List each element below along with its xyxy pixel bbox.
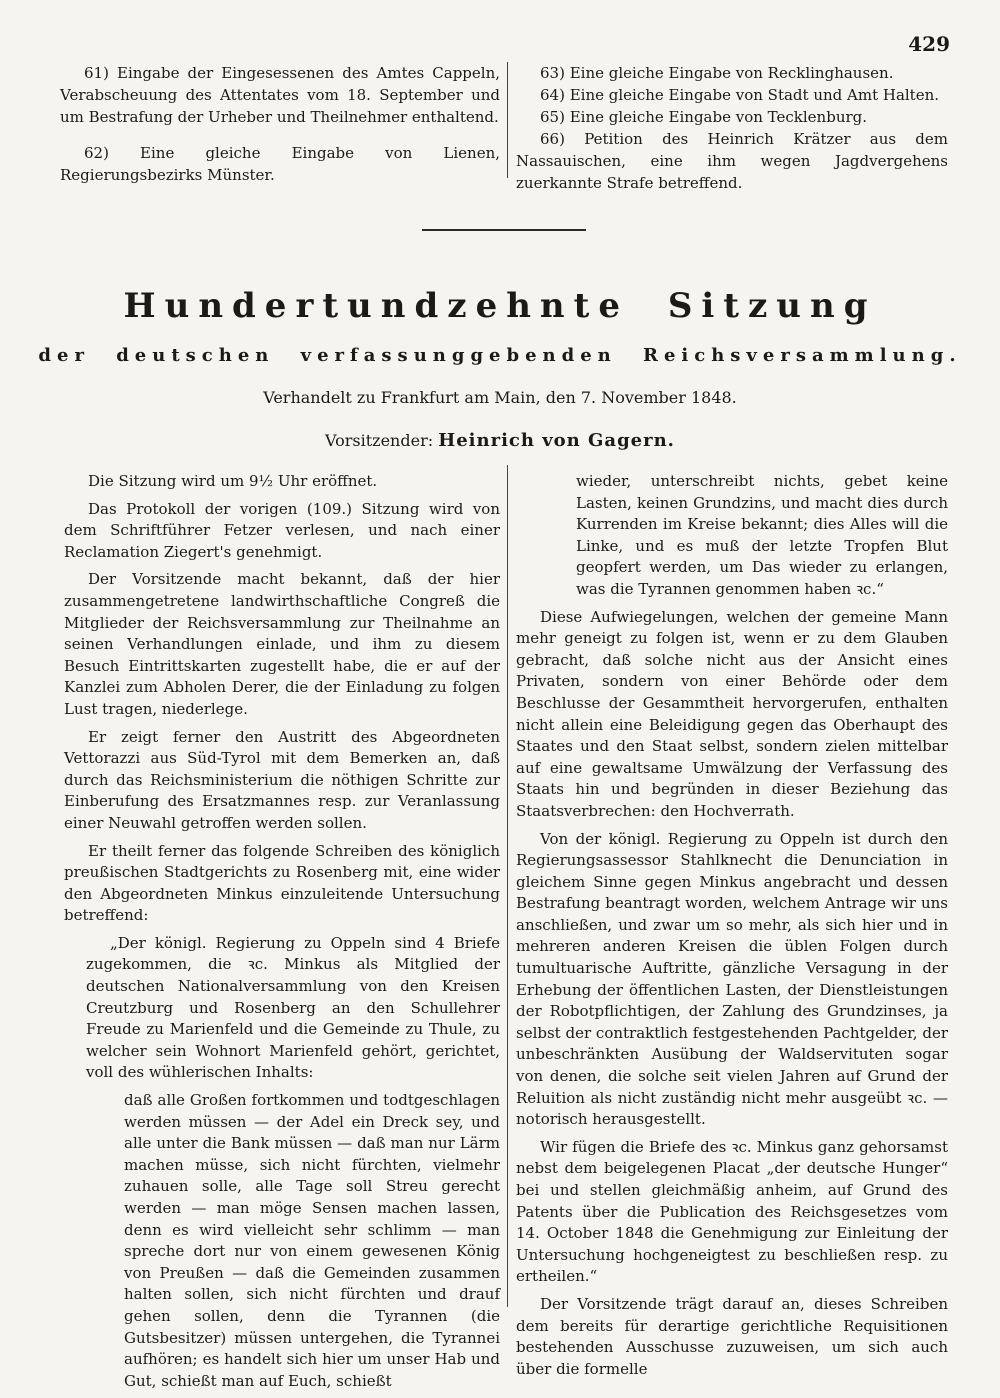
paragraph: Das Protokoll der vorigen (109.) Sitzung wird von dem Schriftführer Fetzer verlesen, und nach einer Reclamation Ziegert's genehmigt. bbox=[64, 499, 500, 561]
petition-65: 65) Eine gleiche Eingabe von Tecklenburg. bbox=[540, 108, 868, 126]
paragraph: Von der königl. Regierung zu Oppeln ist durch den Regierungsassessor Stahlknecht die Denunciation in gleichem Sinne gegen Minkus angebracht und dessen Bestrafung beantragt worden, welchem Antrage wir uns anschließen, und zwar um so mehr, als sich hier und in mehreren anderen Kreisen die üblen Folgen durch tumultuarische Auftritte, gänzliche Versagung in der Erhebung der öffentlichen Lasten, der Dienstleistungen der Robotpflichtigen, der Zahlung des Grundzinses, ja selbst der contraktlich festgestehenden Pachtgelder, der unbeschränkten Ausübung der Waldservituten sogar von denen, die solche seit vielen Jahren auf Grund der Reluition als nicht zuständig nicht mehr ausgeübt ꝛc. — notorisch herausgestellt. bbox=[516, 829, 948, 1129]
quote-paragraph: „Der königl. Regierung zu Oppeln sind 4 Briefe zugekommen, die ꝛc. Minkus als Mitglied der deutschen Nationalversammlung von den Kreisen Creutzburg und Rosenberg an den Schullehrer Freude zu Marienfeld und die Gemeinde zu Thule, zu welcher sein Wohnort Marienfeld gehört, gerichtet, voll des wühlerischen Inhalts: bbox=[86, 933, 500, 1082]
chair-name: Heinrich von Gagern. bbox=[438, 430, 675, 451]
petition-list-right bbox=[516, 62, 948, 194]
paragraph: Er theilt ferner das folgende Schreiben des königlich preußischen Stadtgerichts zu Rosenberg mit, eine wider den Abgeordneten Minkus einzuleitende Untersuchung betreffend: bbox=[64, 841, 500, 925]
paragraph: Der Vorsitzende macht bekannt, daß der hier zusammengetretene landwirthschaftliche Congreß die Mitglieder der Reichsversammlung zur Theilnahme an seinen Verhandlungen einlade, und ihm zu diesem Besuch Eintrittskarten zugestellt habe, die er auf der Kanzlei zum Abholen Derer, die der Einladung zu folgen Lust tragen, niederlege. bbox=[64, 570, 500, 718]
column-divider-main bbox=[507, 465, 508, 1307]
petition-64: 64) Eine gleiche Eingabe von Stadt und Amt Halten. bbox=[540, 86, 940, 104]
main-column-left bbox=[64, 471, 500, 1398]
petition-63: 63) Eine gleiche Eingabe von Recklinghausen. bbox=[540, 64, 894, 82]
chair-line bbox=[0, 430, 1000, 451]
paragraph: Wir fügen die Briefe des ꝛc. Minkus ganz gehorsamst nebst dem beigelegenen Placat „der deutsche Hunger“ bei und stellen gleichmäßig anheim, auf Grund des Patents über die Publication des Reichsgesetzes vom 14. October 1848 die Genehmigung zur Einleitung der Untersuchung hochgeneigtest zu beschließen resp. zu ertheilen.“ bbox=[516, 1137, 948, 1286]
session-subtitle: der deutschen verfassunggebenden Reichsversammlung. bbox=[38, 345, 962, 366]
petition-61: 61) Eingabe der Eingesessenen des Amtes Cappeln, Verabscheuung des Attentates vom 18. September und um Bestrafung der Urheber und Theilnehmer enthaltend. bbox=[60, 64, 500, 126]
column-divider-top bbox=[507, 62, 508, 178]
paragraph: Der Vorsitzende trägt darauf an, dieses Schreiben dem bereits für derartige gerichtliche Requisitionen bestehenden Ausschusse zuzuweisen, um sich auch über die formelle bbox=[516, 1294, 948, 1378]
paragraph: Die Sitzung wird um 9½ Uhr eröffnet. bbox=[88, 472, 378, 490]
quote-paragraph: wieder, unterschreibt nichts, gebet keine Lasten, keinen Grundzins, und macht dies durch Kurrenden im Kreise bekannt; dies Alles will die Linke, und es muß der letzte Tropfen Blut geopfert werden, um Das wieder zu erlangen, was die Tyrannen genommen haben ꝛc.“ bbox=[576, 472, 948, 598]
chair-label: Vorsitzender: bbox=[325, 431, 434, 450]
petition-62: 62) Eine gleiche Eingabe von Lienen, Regierungsbezirks Münster. bbox=[60, 144, 500, 184]
main-column-right bbox=[516, 471, 948, 1386]
section-rule bbox=[422, 229, 586, 231]
quoted-letter-contents-continued bbox=[516, 471, 948, 601]
quoted-letter bbox=[64, 933, 500, 1084]
place-date: Verhandelt zu Frankfurt am Main, den 7. November 1848. bbox=[263, 388, 737, 407]
petition-list-left bbox=[60, 62, 500, 186]
page-number: 429 bbox=[908, 32, 950, 56]
paragraph: Er zeigt ferner den Austritt des Abgeordneten Vettorazzi aus Süd-Tyrol mit dem Bemerken an, daß durch das Reichsministerium die nöthigen Schritte zur Einberufung des Ersatzmannes resp. zur Veranlassung einer Neuwahl getroffen werden sollen. bbox=[64, 727, 500, 832]
quote-paragraph: daß alle Großen fortkommen und todtgeschlagen werden müssen — der Adel ein Dreck sey, und alle unter die Bank müssen — daß man nur Lärm machen müsse, sich nicht fürchten, vielmehr zuhauen solle, alle Tage soll Streu gerecht werden — man möge Sensen machen lassen, denn es wird vielleicht sehr schlimm — man spreche dort nur von einem gewesenen König von Preußen — daß die Gemeinden zusammen halten sollen, sich nicht fürchten und drauf gehen sollen, denn die Tyrannen (die Gutsbesitzer) müssen untergehen, die Tyrannei aufhören; es handelt sich hier um unser Hab und Gut, schießt man auf Euch, schießt bbox=[124, 1091, 500, 1390]
session-title: Hundertundzehnte Sitzung bbox=[123, 286, 877, 326]
quoted-letter-contents bbox=[64, 1090, 500, 1392]
petition-66: 66) Petition des Heinrich Krätzer aus dem Nassauischen, eine ihm wegen Jagdvergehens zuerkannte Strafe betreffend. bbox=[516, 130, 948, 192]
paragraph: Diese Aufwiegelungen, welchen der gemeine Mann mehr geneigt zu folgen ist, wenn er zu dem Glauben gebracht, daß solche nicht aus der Ansicht eines Privaten, sondern von einer Behörde oder dem Beschlusse der Gesammtheit hervorgerufen, enthalten nicht allein eine Beleidigung gegen das Oberhaupt des Staates und den Staat selbst, sondern zielen mittelbar auf eine gewaltsame Umwälzung der Verfassung des Staats hin und begründen in dieser Beziehung das Staatsverbrechen: den Hochverrath. bbox=[516, 607, 948, 820]
